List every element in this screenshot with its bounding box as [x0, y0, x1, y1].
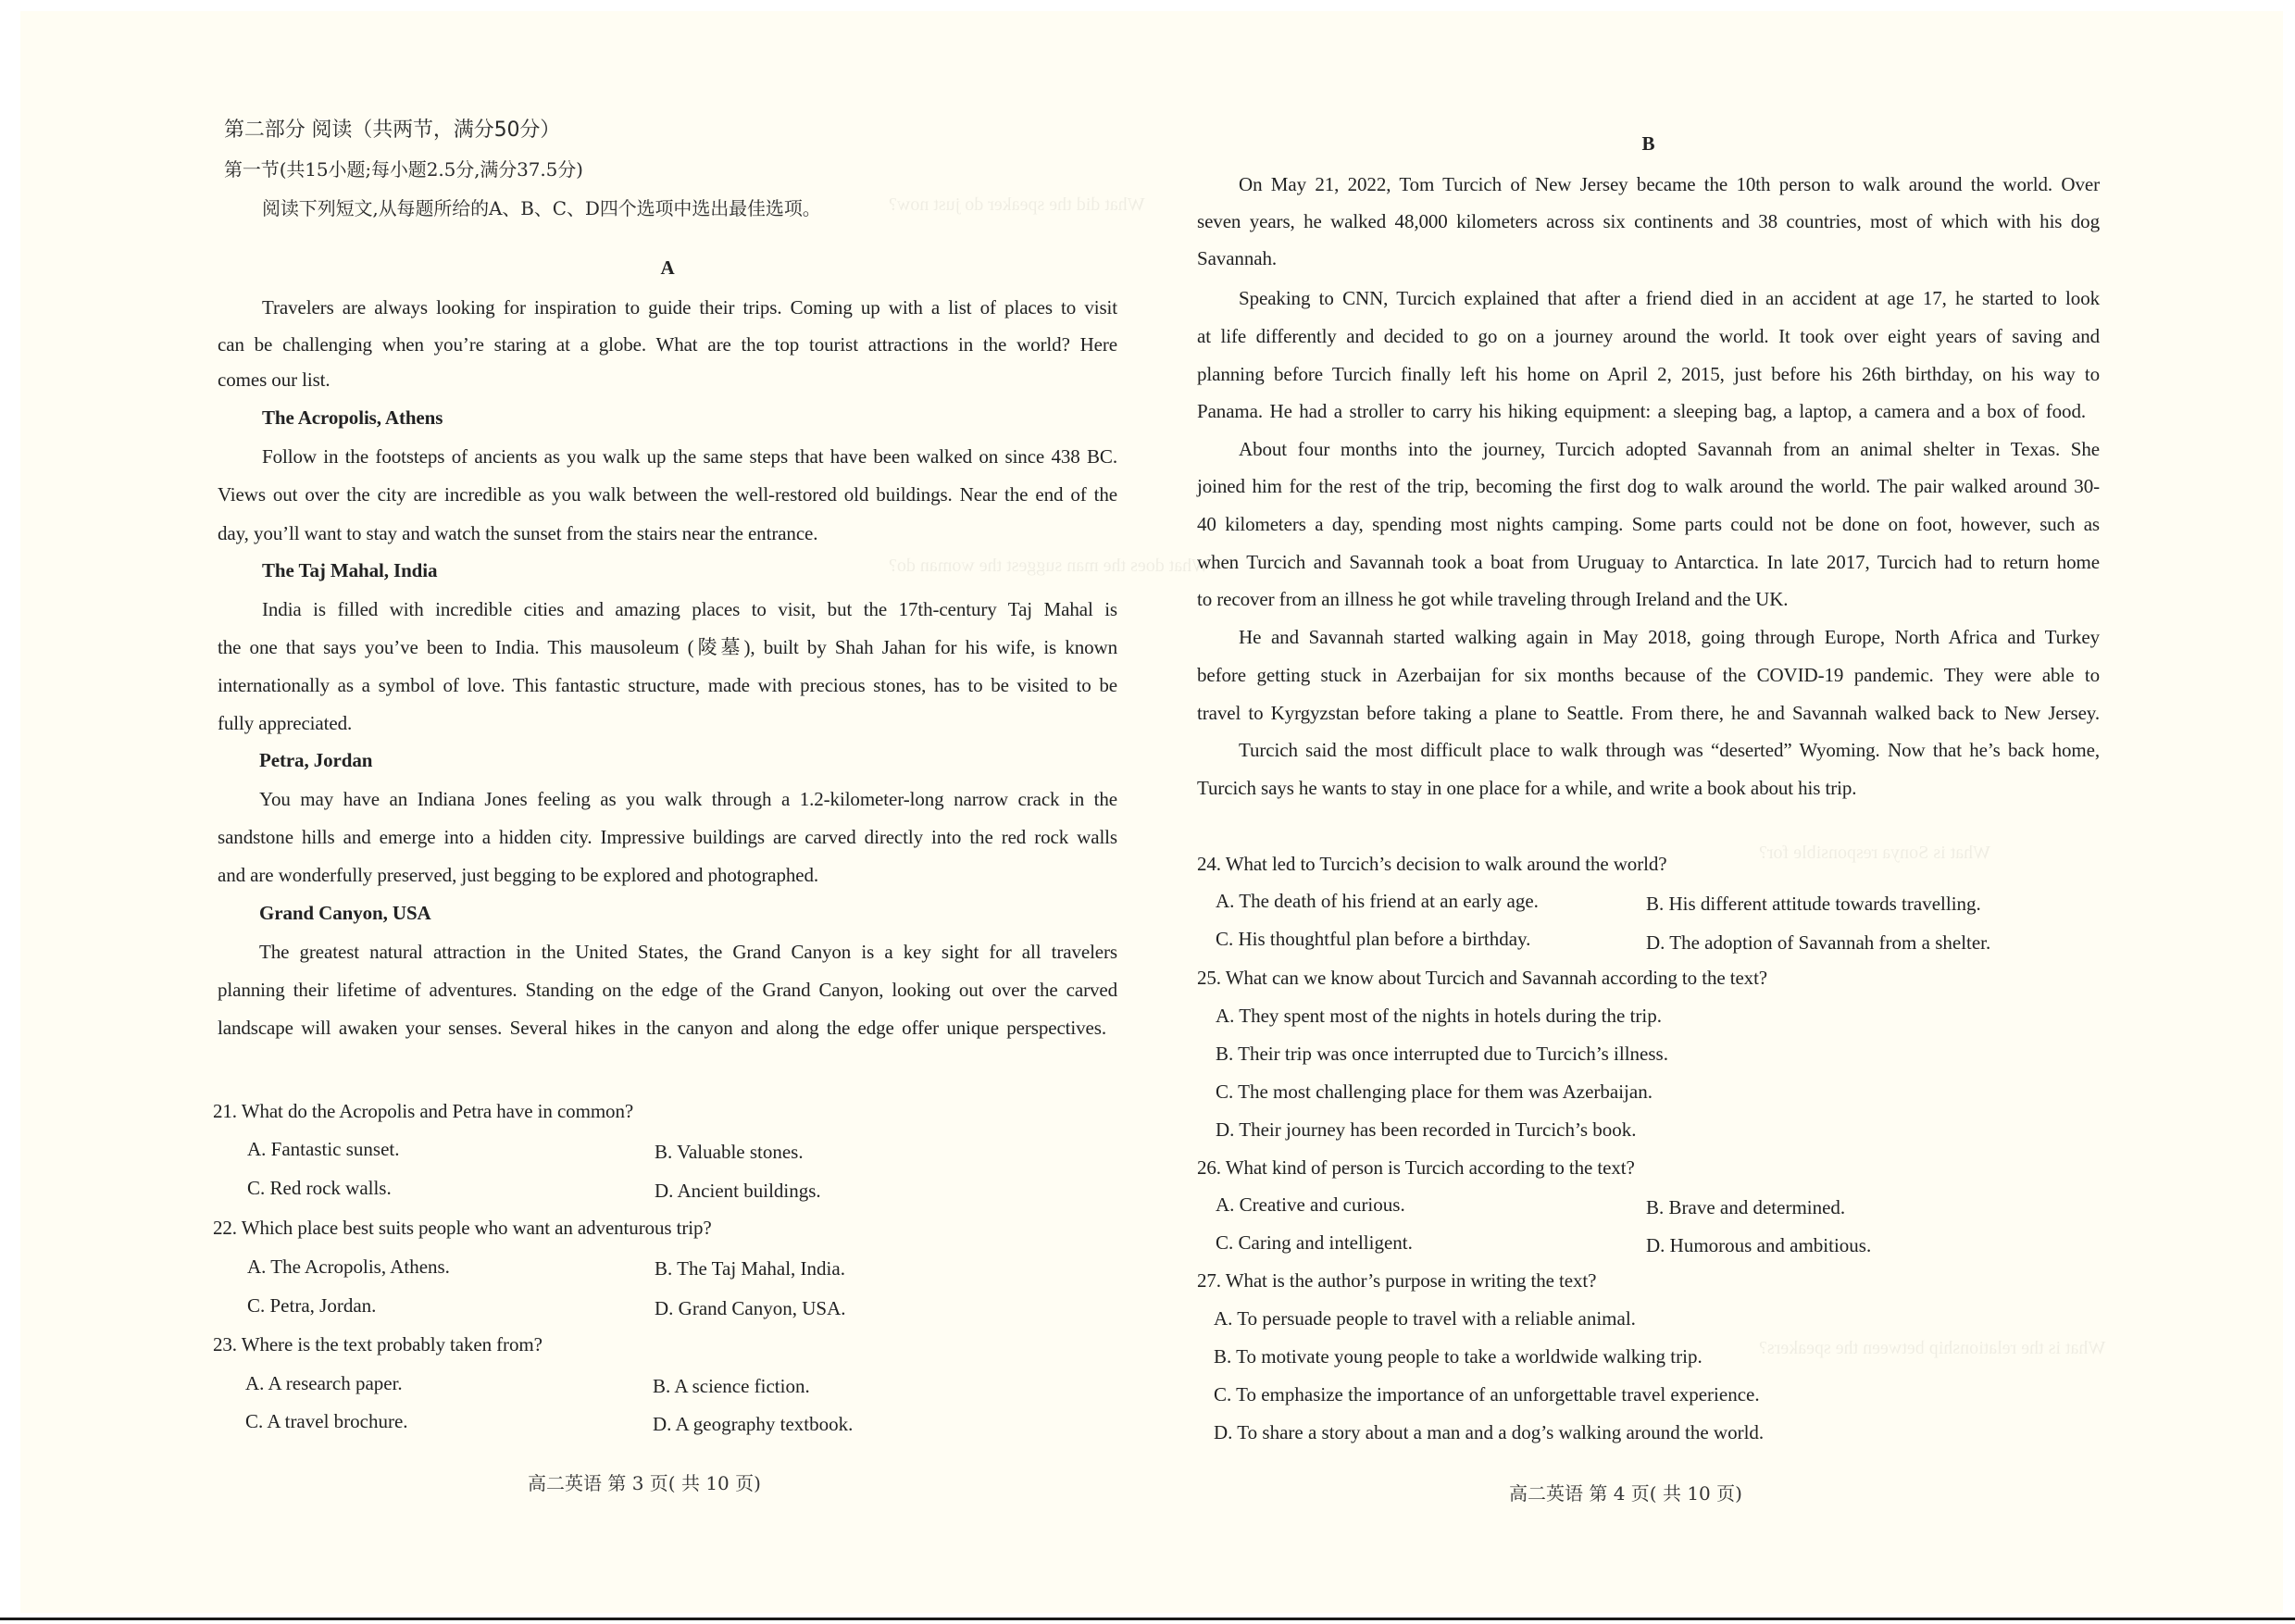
passage-b-line: About four months into the journey, Turcich adopted Savannah from an animal shelter in Texas. She: [1239, 438, 2100, 460]
question-21-option-c[interactable]: C. Red rock walls.: [247, 1177, 392, 1199]
passage-b-line: before getting stuck in Azerbaijan for six months because of the COVID-19 pandemic. They were able to: [1197, 664, 2100, 686]
taj-mahal-line: the one that says you’ve been to India. This mausoleum (陵墓), built by Shah Jahan for his wife, is known: [218, 636, 1117, 658]
question-27-option-d[interactable]: D. To share a story about a man and a dog’s walking around the world.: [1214, 1421, 1765, 1443]
question-24-option-c[interactable]: C. His thoughtful plan before a birthday.: [1216, 928, 1531, 950]
question-23-option-a[interactable]: A. A research paper.: [245, 1372, 403, 1394]
question-25-option-c[interactable]: C. The most challenging place for them was Azerbaijan.: [1216, 1081, 1653, 1103]
petra-line: You may have an Indiana Jones feeling as you walk through a 1.2-kilometer-long narrow crack in the: [259, 788, 1117, 810]
taj-mahal-line: fully appreciated.: [218, 712, 353, 734]
question-24-option-b[interactable]: B. His different attitude towards travelling.: [1646, 893, 1981, 915]
question-23-option-c[interactable]: C. A travel brochure.: [245, 1410, 408, 1432]
passage-a-intro-line: can be challenging when you’re staring at a globe. What are the top tourist attractions in the world? Here: [218, 333, 1117, 356]
acropolis-line: day, you’ll want to stay and watch the sunset from the stairs near the entrance.: [218, 522, 818, 544]
question-23-option-b[interactable]: B. A science fiction.: [653, 1375, 810, 1397]
question-23-option-d[interactable]: D. A geography textbook.: [653, 1413, 854, 1435]
show-through-text: What did the speaker do just now?: [889, 194, 1145, 215]
acropolis-line: Views out over the city are incredible as you walk between the well-restored old buildings. Near the end of the: [218, 483, 1117, 506]
passage-b-line: He and Savannah started walking again in May 2018, going through Europe, North Africa and Turkey: [1239, 626, 2100, 648]
passage-b-line: joined him for the rest of the trip, becoming the first dog to walk around the world. The pair walked around 30-: [1197, 475, 2100, 497]
question-25-stem: 25. What can we know about Turcich and Savannah according to the text?: [1197, 967, 1768, 989]
passage-b-line: to recover from an illness he got while traveling through Ireland and the UK.: [1197, 588, 1789, 610]
section-title: 第二部分 阅读（共两节，满分50分）: [224, 119, 561, 142]
petra-line: and are wonderfully preserved, just begging to be explored and photographed.: [218, 864, 819, 886]
question-26-stem: 26. What kind of person is Turcich according to the text?: [1197, 1156, 1635, 1179]
heading-petra: Petra, Jordan: [259, 749, 373, 771]
grand-canyon-line: landscape will awaken your senses. Several hikes in the canyon and along the edge offer unique perspectives.: [218, 1017, 1106, 1039]
passage-b-line: planning before Turcich finally left his home on April 2, 2015, just before his 26th birthday, on his way to: [1197, 363, 2100, 385]
question-27-option-b[interactable]: B. To motivate young people to take a worldwide walking trip.: [1214, 1345, 1703, 1368]
question-25-option-a[interactable]: A. They spent most of the nights in hotels during the trip.: [1216, 1005, 1662, 1027]
question-26-option-d[interactable]: D. Humorous and ambitious.: [1646, 1234, 1872, 1256]
question-27-option-a[interactable]: A. To persuade people to travel with a reliable animal.: [1214, 1307, 1636, 1330]
passage-b-line: at life differently and decided to go on a journey around the world. It took over eight years of saving and: [1197, 325, 2100, 347]
passage-b-label: B: [1641, 132, 1655, 155]
question-24-option-a[interactable]: A. The death of his friend at an early age.: [1216, 890, 1539, 912]
show-through-text: What is Sonya responsible for?: [1759, 843, 1990, 863]
acropolis-line: Follow in the footsteps of ancients as you walk up the same steps that have been walked on since 438 BC.: [262, 445, 1117, 468]
question-22-option-c[interactable]: C. Petra, Jordan.: [247, 1294, 377, 1317]
show-through-text: What does the man suggest the woman do?: [889, 556, 1210, 576]
taj-mahal-line: India is filled with incredible cities and amazing places to visit, but the 17th-century Taj Mahal is: [262, 598, 1117, 620]
heading-grand-canyon: Grand Canyon, USA: [259, 902, 431, 924]
petra-line: sandstone hills and emerge into a hidden city. Impressive buildings are carved directly into the red rock walls: [218, 826, 1117, 848]
passage-b-line: Turcich says he wants to stay in one place for a while, and write a book about his trip.: [1197, 777, 1857, 799]
passage-b-line: Speaking to CNN, Turcich explained that after a friend died in an accident at age 17, he started to look: [1239, 287, 2100, 309]
instruction-text: 阅读下列短文,从每题所给的A、B、C、D四个选项中选出最佳选项。: [262, 197, 821, 219]
subsection-title: 第一节(共15小题;每小题2.5分,满分37.5分): [224, 158, 583, 181]
question-26-option-a[interactable]: A. Creative and curious.: [1216, 1193, 1405, 1216]
passage-b-line: 40 kilometers a day, spending most nights camping. Some parts could not be done on foot, however, such as: [1197, 513, 2100, 535]
question-24-option-d[interactable]: D. The adoption of Savannah from a shelter.: [1646, 931, 1991, 954]
scan-edge-line: [0, 1618, 2295, 1620]
question-25-option-b[interactable]: B. Their trip was once interrupted due to Turcich’s illness.: [1216, 1043, 1668, 1065]
heading-acropolis: The Acropolis, Athens: [262, 406, 443, 429]
question-23-stem: 23. Where is the text probably taken from?: [213, 1333, 543, 1355]
grand-canyon-line: planning their lifetime of adventures. Standing on the edge of the Grand Canyon, looking out over the carved: [218, 979, 1117, 1001]
passage-a-intro-line: comes our list.: [218, 369, 331, 391]
taj-mahal-line: internationally as a symbol of love. This fantastic structure, made with precious stones, has to be visited to be: [218, 674, 1117, 696]
passage-a-label: A: [660, 256, 675, 279]
page-3-footer: 高二英语 第 3 页( 共 10 页): [528, 1472, 761, 1494]
question-27-option-c[interactable]: C. To emphasize the importance of an unforgettable travel experience.: [1214, 1383, 1760, 1405]
show-through-text: What is the relationship between the speakers?: [1759, 1338, 2106, 1358]
question-21-option-a[interactable]: A. Fantastic sunset.: [247, 1138, 400, 1160]
question-21-option-b[interactable]: B. Valuable stones.: [655, 1141, 804, 1163]
passage-b-line: Savannah.: [1197, 247, 1277, 269]
question-24-stem: 24. What led to Turcich’s decision to walk around the world?: [1197, 853, 1667, 875]
passage-b-line: travel to Kyrgyzstan before taking a plane to Seattle. From there, he and Savannah walked back to New Jersey.: [1197, 702, 2100, 724]
grand-canyon-line: The greatest natural attraction in the United States, the Grand Canyon is a key sight for all travelers: [259, 941, 1117, 963]
heading-taj-mahal: The Taj Mahal, India: [262, 559, 438, 581]
passage-b-line: Panama. He had a stroller to carry his hiking equipment: a sleeping bag, a laptop, a camera and a box of food.: [1197, 400, 2086, 422]
passage-b-line: On May 21, 2022, Tom Turcich of New Jersey became the 10th person to walk around the world. Over: [1239, 173, 2100, 195]
passage-b-line: seven years, he walked 48,000 kilometers across six continents and 38 countries, most of which with his dog: [1197, 210, 2100, 232]
question-22-option-b[interactable]: B. The Taj Mahal, India.: [655, 1257, 845, 1280]
question-21-option-d[interactable]: D. Ancient buildings.: [655, 1180, 821, 1202]
question-26-option-b[interactable]: B. Brave and determined.: [1646, 1196, 1846, 1218]
passage-b-line: when Turcich and Savannah took a boat from Uruguay to Antarctica. In late 2017, Turcich had to return home: [1197, 551, 2100, 573]
question-26-option-c[interactable]: C. Caring and intelligent.: [1216, 1231, 1413, 1254]
question-22-option-d[interactable]: D. Grand Canyon, USA.: [655, 1297, 846, 1319]
question-25-option-d[interactable]: D. Their journey has been recorded in Turcich’s book.: [1216, 1118, 1637, 1141]
page-4-footer: 高二英语 第 4 页( 共 10 页): [1509, 1482, 1742, 1505]
passage-b-line: Turcich said the most difficult place to walk through was “deserted” Wyoming. Now that he’s back home,: [1239, 739, 2100, 761]
question-22-option-a[interactable]: A. The Acropolis, Athens.: [247, 1255, 450, 1278]
question-27-stem: 27. What is the author’s purpose in writing the text?: [1197, 1269, 1597, 1292]
question-21-stem: 21. What do the Acropolis and Petra have in common?: [213, 1100, 634, 1122]
passage-a-intro-line: Travelers are always looking for inspiration to guide their trips. Coming up with a list of places to visit: [262, 296, 1117, 319]
question-22-stem: 22. Which place best suits people who want an adventurous trip?: [213, 1217, 712, 1239]
